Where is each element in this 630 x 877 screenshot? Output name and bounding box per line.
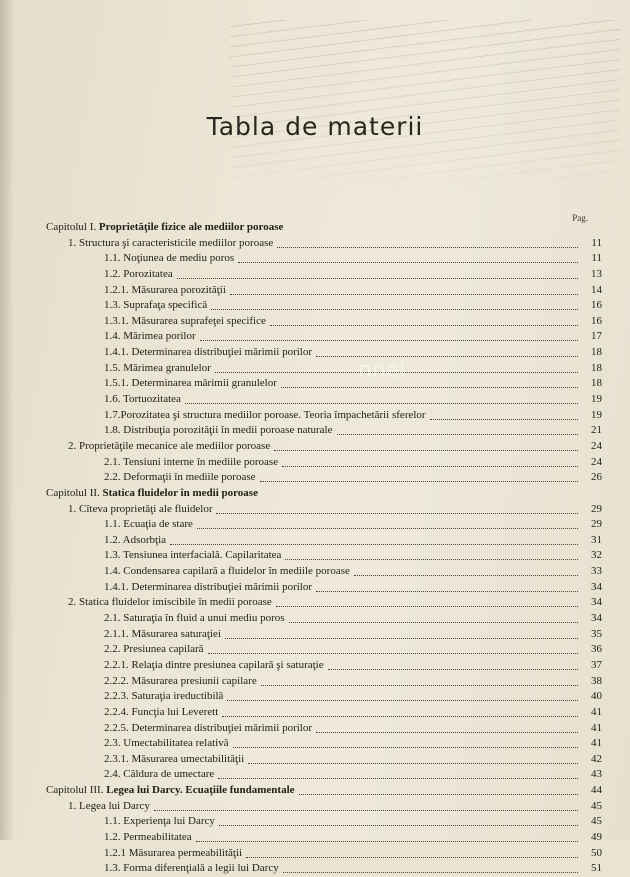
chapter-heading (46, 220, 602, 236)
chapter-label: Capitolul III. (46, 784, 104, 797)
dot-leader (222, 707, 578, 717)
page-column-label: Pag. (572, 213, 588, 223)
dot-leader (289, 613, 578, 623)
toc-entry-text: 1.2. Adsorbţia (104, 533, 167, 546)
toc-entry (46, 361, 602, 377)
toc-entry-text: 1. Legea lui Darcy (68, 799, 150, 812)
toc-entry (46, 767, 602, 783)
dot-leader (216, 504, 578, 514)
toc-entry (46, 830, 602, 846)
page-number: 17 (591, 330, 602, 343)
page-number: 41 (591, 721, 602, 734)
page-number: 24 (591, 455, 602, 468)
page-number: 13 (591, 267, 602, 280)
page-number: 29 (591, 502, 602, 515)
dot-leader (282, 457, 578, 467)
page-number: 31 (591, 533, 602, 546)
toc-entry-text: 1.6. Tortuozitatea (104, 393, 181, 406)
toc-entry-text: 2.2.4. Funcţia lui Leverett (104, 705, 219, 718)
toc-entry-text: 1.1. Noţiunea de mediu poros (104, 252, 235, 265)
page-number: 41 (591, 737, 602, 750)
page-number: 49 (591, 830, 602, 843)
toc-entry-text: 1.4.1. Determinarea distribuţiei mărimii porilor (104, 580, 313, 593)
toc-entry-text: 2.1. Tensiuni interne în mediile poroase (104, 455, 279, 468)
dot-leader (177, 269, 578, 279)
page-number: 33 (591, 565, 602, 578)
toc-entry (46, 376, 602, 392)
dot-leader (260, 472, 578, 482)
toc-entry (46, 408, 602, 424)
dot-leader (154, 801, 578, 811)
toc-entry (46, 236, 602, 252)
toc-entry-text: 1.4. Mărimea porilor (104, 330, 196, 343)
page-number: 45 (591, 815, 602, 828)
toc-entry (46, 861, 602, 877)
toc-entry-text: 1. Structura şi caracteristicile mediilor poroase (68, 236, 274, 249)
page-number: 40 (591, 690, 602, 703)
toc-entry-text: 1.8. Distribuţia porozităţii în medii poroase naturale (104, 424, 333, 437)
toc-entry (46, 736, 602, 752)
toc-entry-text: 2.4. Căldura de umectare (104, 768, 215, 781)
toc-entry-text: 1.4.1. Determinarea distribuţiei mărimii porilor (104, 346, 313, 359)
page-number: 18 (591, 346, 602, 359)
dot-leader (283, 863, 578, 873)
toc-entry-text: 1.7.Porozitatea şi structura mediilor poroase. Teoria împachetării sferelor (104, 408, 426, 421)
show-through-text (230, 20, 620, 200)
toc-entry (46, 517, 602, 533)
page-number: 21 (591, 424, 602, 437)
dot-leader (274, 441, 578, 451)
table-of-contents (46, 220, 602, 877)
page-number: 16 (591, 299, 602, 312)
dot-leader (211, 300, 578, 310)
page-number: 18 (591, 377, 602, 390)
toc-entry-text: 2. Proprietăţile mecanice ale mediilor poroase (68, 439, 271, 452)
toc-entry (46, 674, 602, 690)
page-number: 44 (591, 784, 602, 797)
dot-leader (238, 253, 578, 263)
toc-entry-text: 1.3. Tensiunea interfacială. Capilaritatea (104, 549, 282, 562)
toc-entry-text: 2.1. Saturaţia în fluid a unui mediu poros (104, 612, 285, 625)
dot-leader (270, 316, 578, 326)
toc-entry-text: 1.3. Suprafaţa specifică (104, 299, 208, 312)
page-number: 36 (591, 643, 602, 656)
toc-entry (46, 814, 602, 830)
toc-entry (46, 345, 602, 361)
page-number: 34 (591, 596, 602, 609)
toc-entry-text: 1.2.1 Măsurarea permeabilităţii (104, 846, 243, 859)
dot-leader (316, 347, 578, 357)
toc-entry-text: 1.5.1. Determinarea mărimii granulelor (104, 377, 277, 390)
page-number: 41 (591, 705, 602, 718)
toc-entry-text: 2.2.5. Determinarea distribuţiei mărimii porilor (104, 721, 313, 734)
chapter-label: Capitolul I. (46, 221, 97, 233)
dot-leader (354, 566, 578, 576)
dot-leader (430, 410, 578, 420)
dot-leader (316, 723, 578, 733)
toc-entry (46, 392, 602, 408)
toc-entry (46, 611, 602, 627)
toc-entry (46, 439, 602, 455)
dot-leader (219, 816, 578, 826)
toc-entry-text: 2.2.1. Relaţia dintre presiunea capilară şi saturaţie (104, 658, 324, 671)
page-number: 26 (591, 471, 602, 484)
toc-entry-text: 2.2. Deformaţii în mediile poroase (104, 471, 256, 484)
chapter-title: Proprietăţile fizice ale mediilor poroase (98, 221, 284, 233)
page-number: 51 (591, 862, 602, 875)
toc-entry-text: 2.3. Umectabilitatea relativă (104, 737, 229, 750)
toc-entry-text: 2.2.2. Măsurarea presiunii capilare (104, 674, 257, 687)
page-number: 34 (591, 580, 602, 593)
dot-leader (316, 582, 578, 592)
toc-entry-text: 1.2. Porozitatea (104, 267, 173, 280)
toc-entry-text: 1.1. Ecuaţia de stare (104, 518, 193, 531)
dot-leader (197, 519, 578, 529)
page-number: 50 (591, 846, 602, 859)
page-number: 19 (591, 408, 602, 421)
toc-entry (46, 689, 602, 705)
toc-entry (46, 470, 602, 486)
toc-entry-text: 2.2.3. Saturaţia ireductibilă (104, 690, 224, 703)
toc-entry (46, 251, 602, 267)
toc-entry (46, 799, 602, 815)
page-number: 32 (591, 549, 602, 562)
page-number: 45 (591, 799, 602, 812)
watermark-text: nnei (358, 358, 406, 383)
toc-entry-text: 1.3. Forma diferenţială a legii lui Darcy (104, 862, 279, 875)
page-title: Tabla de materii (206, 112, 424, 141)
page-number: 42 (591, 752, 602, 765)
toc-entry (46, 580, 602, 596)
toc-entry-text: 1.1. Experienţa lui Darcy (104, 815, 215, 828)
chapter-title: Legea lui Darcy. Ecuaţiile fundamentale (106, 784, 295, 797)
dot-leader (170, 535, 578, 545)
page-number: 18 (591, 361, 602, 374)
dot-leader (185, 394, 578, 404)
page-number: 29 (591, 518, 602, 531)
toc-entry (46, 705, 602, 721)
chapter-title: Statica fluidelor în medii poroase (102, 486, 258, 499)
toc-entry (46, 455, 602, 471)
page-number: 43 (591, 768, 602, 781)
dot-leader (233, 738, 578, 748)
toc-entry (46, 298, 602, 314)
page-number: 24 (591, 439, 602, 452)
dot-leader (230, 285, 578, 295)
dot-leader (196, 832, 578, 842)
dot-leader (328, 660, 578, 670)
page-number: 37 (591, 658, 602, 671)
toc-entry (46, 846, 602, 862)
toc-entry (46, 658, 602, 674)
dot-leader (225, 629, 578, 639)
toc-entry-text (46, 220, 283, 236)
toc-entry-text: 1.2. Permeabilitatea (104, 830, 192, 843)
page-number: 11 (591, 252, 602, 265)
toc-entry (46, 329, 602, 345)
toc-entry (46, 314, 602, 330)
toc-entry (46, 283, 602, 299)
dot-leader (277, 238, 578, 248)
toc-entry (46, 564, 602, 580)
dot-leader (248, 754, 578, 764)
dot-leader (261, 676, 578, 686)
page-number: 38 (591, 674, 602, 687)
dot-leader (337, 425, 579, 435)
page-number: 11 (591, 236, 602, 249)
toc-entry-text: 2.3.1. Măsurarea umectabilităţii (104, 752, 245, 765)
toc-entry (46, 595, 602, 611)
page-number: 35 (591, 627, 602, 640)
dot-leader (208, 644, 578, 654)
toc-entry (46, 642, 602, 658)
dot-leader (299, 785, 578, 795)
toc-entry-text: 1.2.1. Măsurarea porozităţii (104, 283, 226, 296)
page-number: 19 (591, 393, 602, 406)
toc-entry-text: 1.3.1. Măsurarea suprafeţei specifice (104, 314, 266, 327)
toc-entry-text (46, 486, 258, 502)
toc-entry (46, 423, 602, 439)
page-number: 16 (591, 314, 602, 327)
toc-entry-text: 2. Statica fluidelor imiscibile în medii poroase (68, 596, 272, 609)
toc-entry-text: 2.2. Presiunea capilară (104, 643, 204, 656)
toc-entry-text: 2.1.1. Măsurarea saturaţiei (104, 627, 221, 640)
dot-leader (200, 331, 578, 341)
dot-leader (276, 597, 578, 607)
toc-entry (46, 267, 602, 283)
page-number: 34 (591, 612, 602, 625)
toc-entry (46, 627, 602, 643)
toc-entry (46, 721, 602, 737)
toc-entry-text: 1.5. Mărimea granulelor (104, 361, 211, 374)
dot-leader (281, 378, 578, 388)
toc-entry-text: 1. Cîteva proprietăţi ale fluidelor (68, 502, 213, 515)
dot-leader (227, 691, 578, 701)
toc-entry (46, 548, 602, 564)
chapter-heading (46, 783, 602, 799)
toc-entry (46, 533, 602, 549)
dot-leader (218, 769, 578, 779)
toc-entry (46, 752, 602, 768)
page-number: 14 (591, 283, 602, 296)
toc-entry-text: 1.4. Condensarea capilară a fluidelor în mediile poroase (104, 565, 350, 578)
toc-entry (46, 502, 602, 518)
chapter-label: Capitolul II. (46, 486, 100, 499)
chapter-heading (46, 486, 602, 502)
toc-entry-text (46, 783, 295, 799)
dot-leader (285, 550, 578, 560)
dot-leader (246, 848, 578, 858)
